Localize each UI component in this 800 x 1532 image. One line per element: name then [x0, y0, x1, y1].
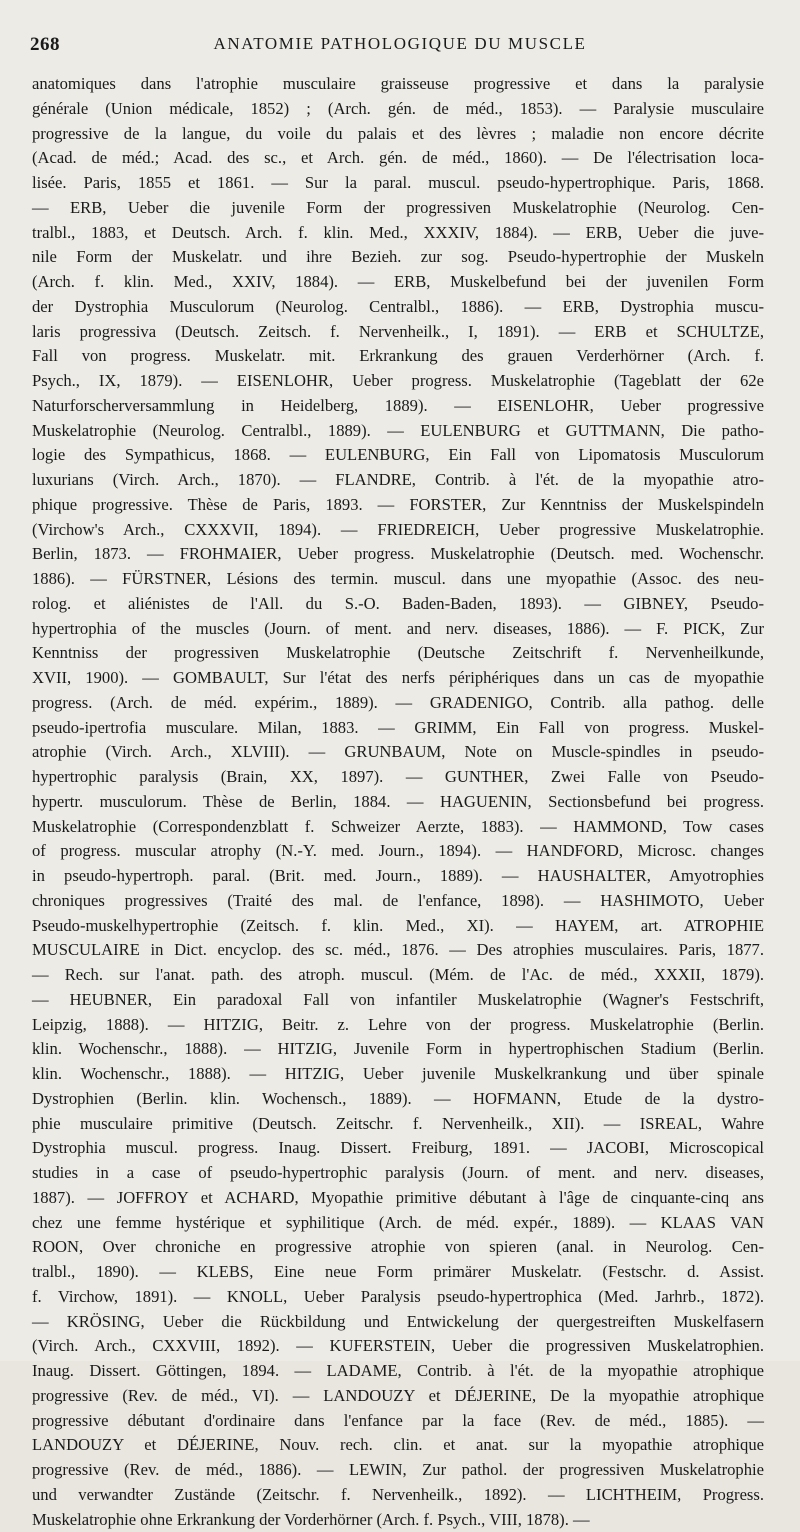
text-line: Leipzig, 1888). — HITZIG, Beitr. z. Lehre von der progress. Muskelatrophie (Berlin.	[32, 1013, 764, 1038]
text-line: chez une femme hystérique et syphilitique (Arch. de méd. expér., 1889). — KLAAS VAN	[32, 1211, 764, 1236]
text-line: (Acad. de méd.; Acad. des sc., et Arch. gén. de méd., 1860). — De l'électrisation loca-	[32, 146, 764, 171]
running-title: ANATOMIE PATHOLOGIQUE DU MUSCLE	[30, 34, 770, 54]
text-line: Fall von progress. Muskelatr. mit. Erkrankung des grauen Verderhörner (Arch. f.	[32, 344, 764, 369]
text-line: — HEUBNER, Ein paradoxal Fall von infantiler Muskelatrophie (Wagner's Festschrift,	[32, 988, 764, 1013]
text-line: progressive (Rev. de méd., 1886). — LEWIN, Zur pathol. der progressiven Muskelatrophie	[32, 1458, 764, 1483]
text-line: Inaug. Dissert. Göttingen, 1894. — LADAME, Contrib. à l'ét. de la myopathie atrophique	[32, 1359, 764, 1384]
text-line: générale (Union médicale, 1852) ; (Arch. gén. de méd., 1853). — Paralysie musculaire	[32, 97, 764, 122]
text-line: pseudo-ipertrofia musculare. Milan, 1883. — GRIMM, Ein Fall von progress. Muskel-	[32, 716, 764, 741]
text-line: Muskelatrophie (Neurolog. Centralbl., 1889). — EULENBURG et GUTTMANN, Die patho-	[32, 419, 764, 444]
text-line: LANDOUZY et DÉJERINE, Nouv. rech. clin. et anat. sur la myopathie atrophique	[32, 1433, 764, 1458]
text-line: in pseudo-hypertroph. paral. (Brit. med. Journ., 1889). — HAUSHALTER, Amyotrophies	[32, 864, 764, 889]
text-line: chroniques progressives (Traité des mal. de l'enfance, 1898). — HASHIMOTO, Ueber	[32, 889, 764, 914]
text-line: MUSCULAIRE in Dict. encyclop. des sc. méd., 1876. — Des atrophies musculaires. Paris, 1877.	[32, 938, 764, 963]
text-line: progressive de la langue, du voile du palais et des lèvres ; maladie non encore décrite	[32, 122, 764, 147]
text-line: und verwandter Zustände (Zeitschr. f. Nervenheilk., 1892). — LICHTHEIM, Progress.	[32, 1483, 764, 1508]
text-line: Muskelatrophie (Correspondenzblatt f. Schweizer Aerzte, 1883). — HAMMOND, Tow cases	[32, 815, 764, 840]
text-line: progressive (Rev. de méd., VI). — LANDOUZY et DÉJERINE, De la myopathie atrophique	[32, 1384, 764, 1409]
text-line: der Dystrophia Musculorum (Neurolog. Centralbl., 1886). — ERB, Dystrophia muscu-	[32, 295, 764, 320]
text-line: of progress. muscular atrophy (N.-Y. med. Journ., 1894). — HANDFORD, Microsc. changes	[32, 839, 764, 864]
text-line: — Rech. sur l'anat. path. des atroph. muscul. (Mém. de l'Ac. de méd., XXXII, 1879).	[32, 963, 764, 988]
text-line: hypertr. musculorum. Thèse de Berlin, 1884. — HAGUENIN, Sectionsbefund bei progress.	[32, 790, 764, 815]
text-line: Kenntniss der progressiven Muskelatrophie (Deutsche Zeitschrift f. Nervenheilkunde,	[32, 641, 764, 666]
text-line: Pseudo-muskelhypertrophie (Zeitsch. f. klin. Med., XI). — HAYEM, art. ATROPHIE	[32, 914, 764, 939]
text-line: 1886). — FÜRSTNER, Lésions des termin. muscul. dans une myopathie (Assoc. des neu-	[32, 567, 764, 592]
text-line: Muskelatrophie ohne Erkrankung der Vorderhörner (Arch. f. Psych., VIII, 1878). —	[32, 1508, 764, 1532]
text-line: Psych., IX, 1879). — EISENLOHR, Ueber progress. Muskelatrophie (Tageblatt der 62e	[32, 369, 764, 394]
bibliography-text	[32, 72, 764, 1532]
text-line: progress. (Arch. de méd. expérim., 1889). — GRADENIGO, Contrib. alla pathog. delle	[32, 691, 764, 716]
page-header	[30, 34, 770, 64]
text-line: hypertrophia of the muscles (Journ. of ment. and nerv. diseases, 1886). — F. PICK, Zur	[32, 617, 764, 642]
text-line: rolog. et aliénistes de l'All. du S.-O. Baden-Baden, 1893). — GIBNEY, Pseudo-	[32, 592, 764, 617]
text-line: nile Form der Muskelatr. und ihre Bezieh. zur sog. Pseudo-hypertrophie der Muskeln	[32, 245, 764, 270]
text-line: Naturforscherversammlung in Heidelberg, 1889). — EISENLOHR, Ueber progressive	[32, 394, 764, 419]
text-line: logie des Sympathicus, 1868. — EULENBURG, Ein Fall von Lipomatosis Musculorum	[32, 443, 764, 468]
text-line: atrophie (Virch. Arch., XLVIII). — GRUNBAUM, Note on Muscle-spindles in pseudo-	[32, 740, 764, 765]
text-line: XVII, 1900). — GOMBAULT, Sur l'état des nerfs périphériques dans un cas de myopathie	[32, 666, 764, 691]
text-line: hypertrophic paralysis (Brain, XX, 1897). — GUNTHER, Zwei Falle von Pseudo-	[32, 765, 764, 790]
text-line: klin. Wochenschr., 1888). — HITZIG, Juvenile Form in hypertrophischen Stadium (Berlin.	[32, 1037, 764, 1062]
text-line: (Arch. f. klin. Med., XXIV, 1884). — ERB, Muskelbefund bei der juvenilen Form	[32, 270, 764, 295]
text-line: anatomiques dans l'atrophie musculaire graisseuse progressive et dans la paralysie	[32, 72, 764, 97]
text-line: (Virchow's Arch., CXXXVII, 1894). — FRIEDREICH, Ueber progressive Muskelatrophie.	[32, 518, 764, 543]
text-line: tralbl., 1883, et Deutsch. Arch. f. klin. Med., XXXIV, 1884). — ERB, Ueber die juve-	[32, 221, 764, 246]
text-line: Berlin, 1873. — FROHMAIER, Ueber progress. Muskelatrophie (Deutsch. med. Wochenschr.	[32, 542, 764, 567]
text-line: — KRÖSING, Ueber die Rückbildung und Entwickelung der quergestreiften Muskelfasern	[32, 1310, 764, 1335]
text-line: f. Virchow, 1891). — KNOLL, Ueber Paralysis pseudo-hypertrophica (Med. Jarhrb., 1872).	[32, 1285, 764, 1310]
text-line: — ERB, Ueber die juvenile Form der progressiven Muskelatrophie (Neurolog. Cen-	[32, 196, 764, 221]
text-line: studies in a case of pseudo-hypertrophic paralysis (Journ. of ment. and nerv. diseases,	[32, 1161, 764, 1186]
text-line: 1887). — JOFFROY et ACHARD, Myopathie primitive débutant à l'âge de cinquante-cinq ans	[32, 1186, 764, 1211]
text-line: laris progressiva (Deutsch. Zeitsch. f. Nervenheilk., I, 1891). — ERB et SCHULTZE,	[32, 320, 764, 345]
text-line: (Virch. Arch., CXXVIII, 1892). — KUFERSTEIN, Ueber die progressiven Muskelatrophien.	[32, 1334, 764, 1359]
page-number: 268	[30, 34, 60, 56]
text-line: Dystrophia muscul. progress. Inaug. Dissert. Freiburg, 1891. — JACOBI, Microscopical	[32, 1136, 764, 1161]
text-line: klin. Wochenschr., 1888). — HITZIG, Ueber juvenile Muskelkrankung und über spinale	[32, 1062, 764, 1087]
text-line: lisée. Paris, 1855 et 1861. — Sur la paral. muscul. pseudo-hypertrophique. Paris, 1868.	[32, 171, 764, 196]
text-line: progressive débutant d'ordinaire dans l'enfance par la face (Rev. de méd., 1885). —	[32, 1409, 764, 1434]
text-line: Dystrophien (Berlin. klin. Wochensch., 1889). — HOFMANN, Etude de la dystro-	[32, 1087, 764, 1112]
text-line: tralbl., 1890). — KLEBS, Eine neue Form primärer Muskelatr. (Festschr. d. Assist.	[32, 1260, 764, 1285]
text-line: luxurians (Virch. Arch., 1870). — FLANDRE, Contrib. à l'ét. de la myopathie atro-	[32, 468, 764, 493]
text-line: phique progressive. Thèse de Paris, 1893. — FORSTER, Zur Kenntniss der Muskelspindeln	[32, 493, 764, 518]
text-line: ROON, Over chroniche en progressive atrophie von spieren (anal. in Neurolog. Cen-	[32, 1235, 764, 1260]
text-line: phie musculaire primitive (Deutsch. Zeitschr. f. Nervenheilk., XII). — ISREAL, Wahre	[32, 1112, 764, 1137]
